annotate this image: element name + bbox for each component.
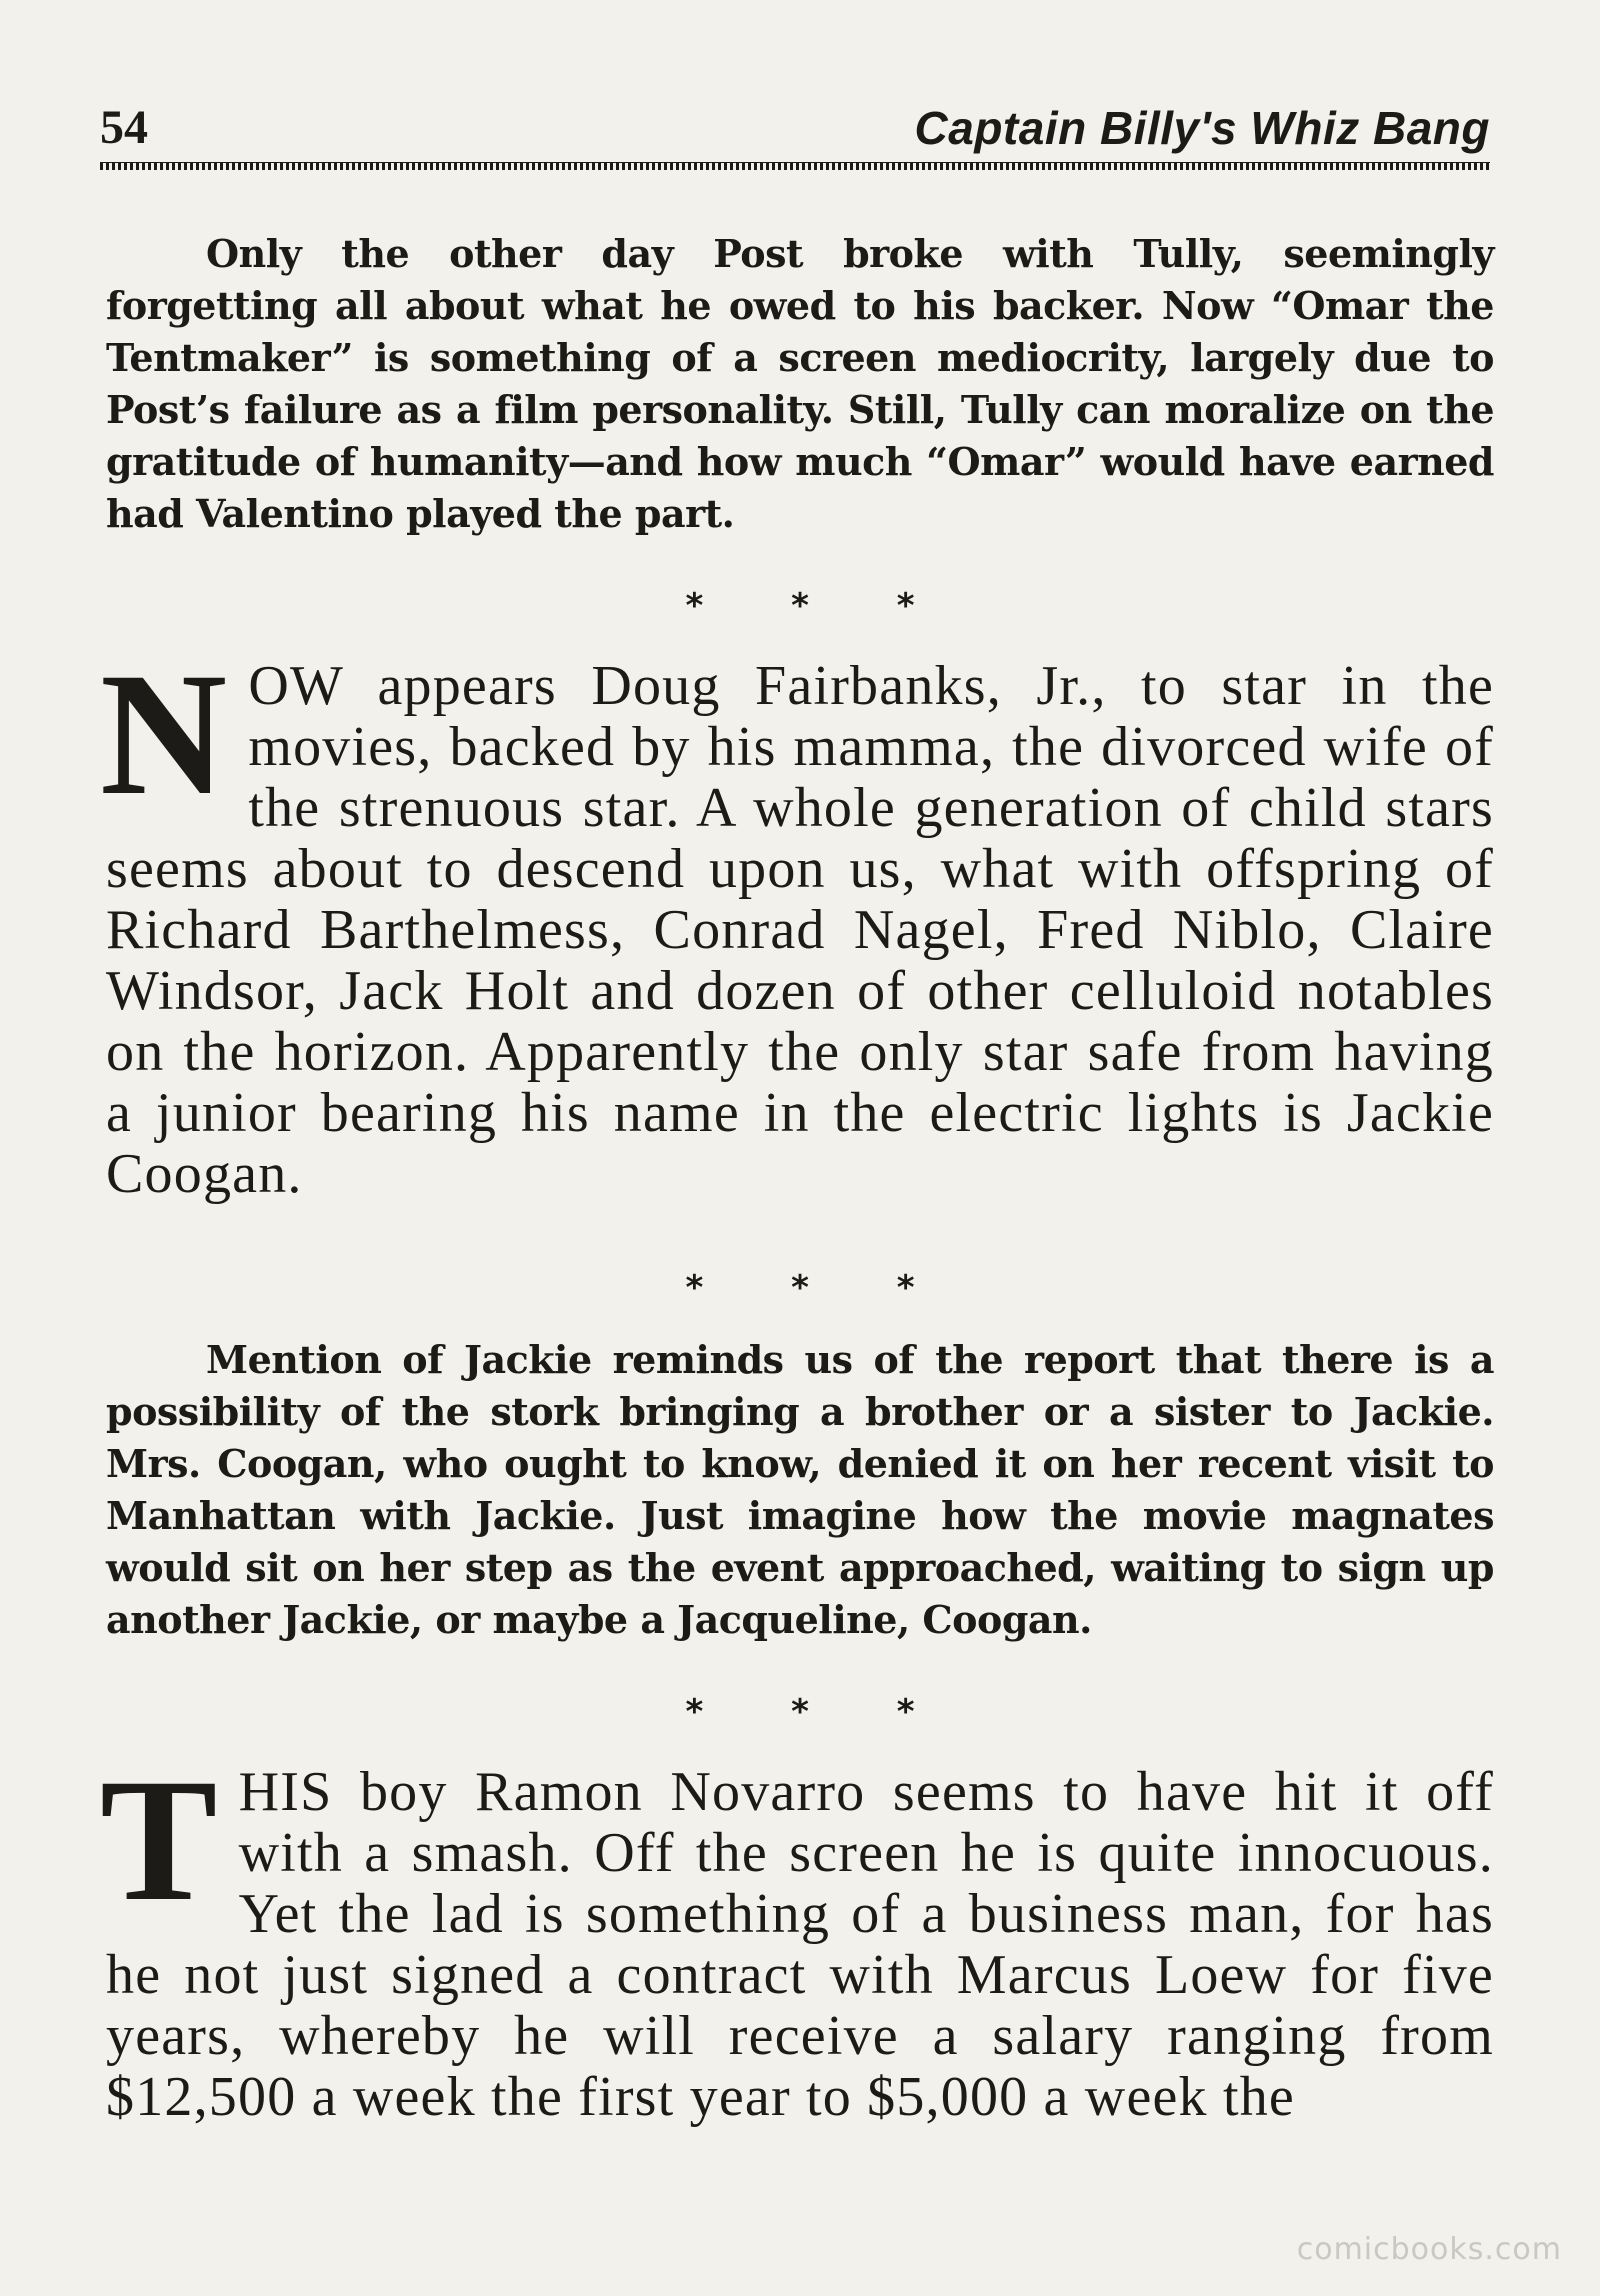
paragraph-text: HIS boy Ramon Novarro seems to have hit it off with a smash. Off the screen he is quite innocuous. Yet the lad is something of a business man, for has he not just signed a contract with Marcus Loew for five years, whereby he will receive a salary ranging from $12,500 a week the first year to $5,000 a week the <box>106 1761 1494 2128</box>
header-rule <box>100 162 1490 170</box>
drop-cap: N <box>100 637 229 832</box>
section-separator: * * * <box>685 1268 953 1308</box>
paragraph-post-tully <box>106 228 1494 540</box>
running-title: Captain Billy's Whiz Bang <box>914 102 1490 154</box>
section-separator: * * * <box>685 1692 953 1732</box>
section-separator: * * * <box>685 586 953 626</box>
page-number: 54 <box>100 101 148 154</box>
drop-cap: T <box>100 1743 219 1938</box>
paragraph-novarro <box>100 1743 1494 2128</box>
paragraph-fairbanks <box>100 637 1494 1205</box>
paragraph-text: Only the other day Post broke with Tully, seemingly forgetting all about what he owed to his backer. Now “Omar the Tentmaker” is something of a screen mediocrity, largely due to Post’s failure as a film personality. Still, Tully can moralize on the gratitude of humanity—and how much “Omar” would have earned had Valentino played the part. <box>106 231 1494 536</box>
watermark: comicbooks.com <box>1296 2232 1562 2267</box>
page-header <box>100 98 1490 158</box>
paragraph-text: Mention of Jackie reminds us of the report that there is a possibility of the stork bringing a brother or a sister to Jackie. Mrs. Coogan, who ought to know, denied it on her recent visit to Manhattan with Jackie. Just imagine how the movie magnates would sit on her step as the event approached, waiting to sign up another Jackie, or maybe a Jacqueline, Coogan. <box>106 1337 1494 1642</box>
paragraph-coogan <box>106 1334 1494 1646</box>
paragraph-text: OW appears Doug Fairbanks, Jr., to star in the movies, backed by his mamma, the divorced wife of the strenuous star. A whole generation of child stars seems about to descend upon us, what with offspring of Richard Barthelmess, Conrad Nagel, Fred Niblo, Claire Windsor, Jack Holt and dozen of other celluloid notables on the horizon. Apparently the only star safe from having a junior bearing his name in the electric lights is Jackie Coogan. <box>106 655 1494 1205</box>
